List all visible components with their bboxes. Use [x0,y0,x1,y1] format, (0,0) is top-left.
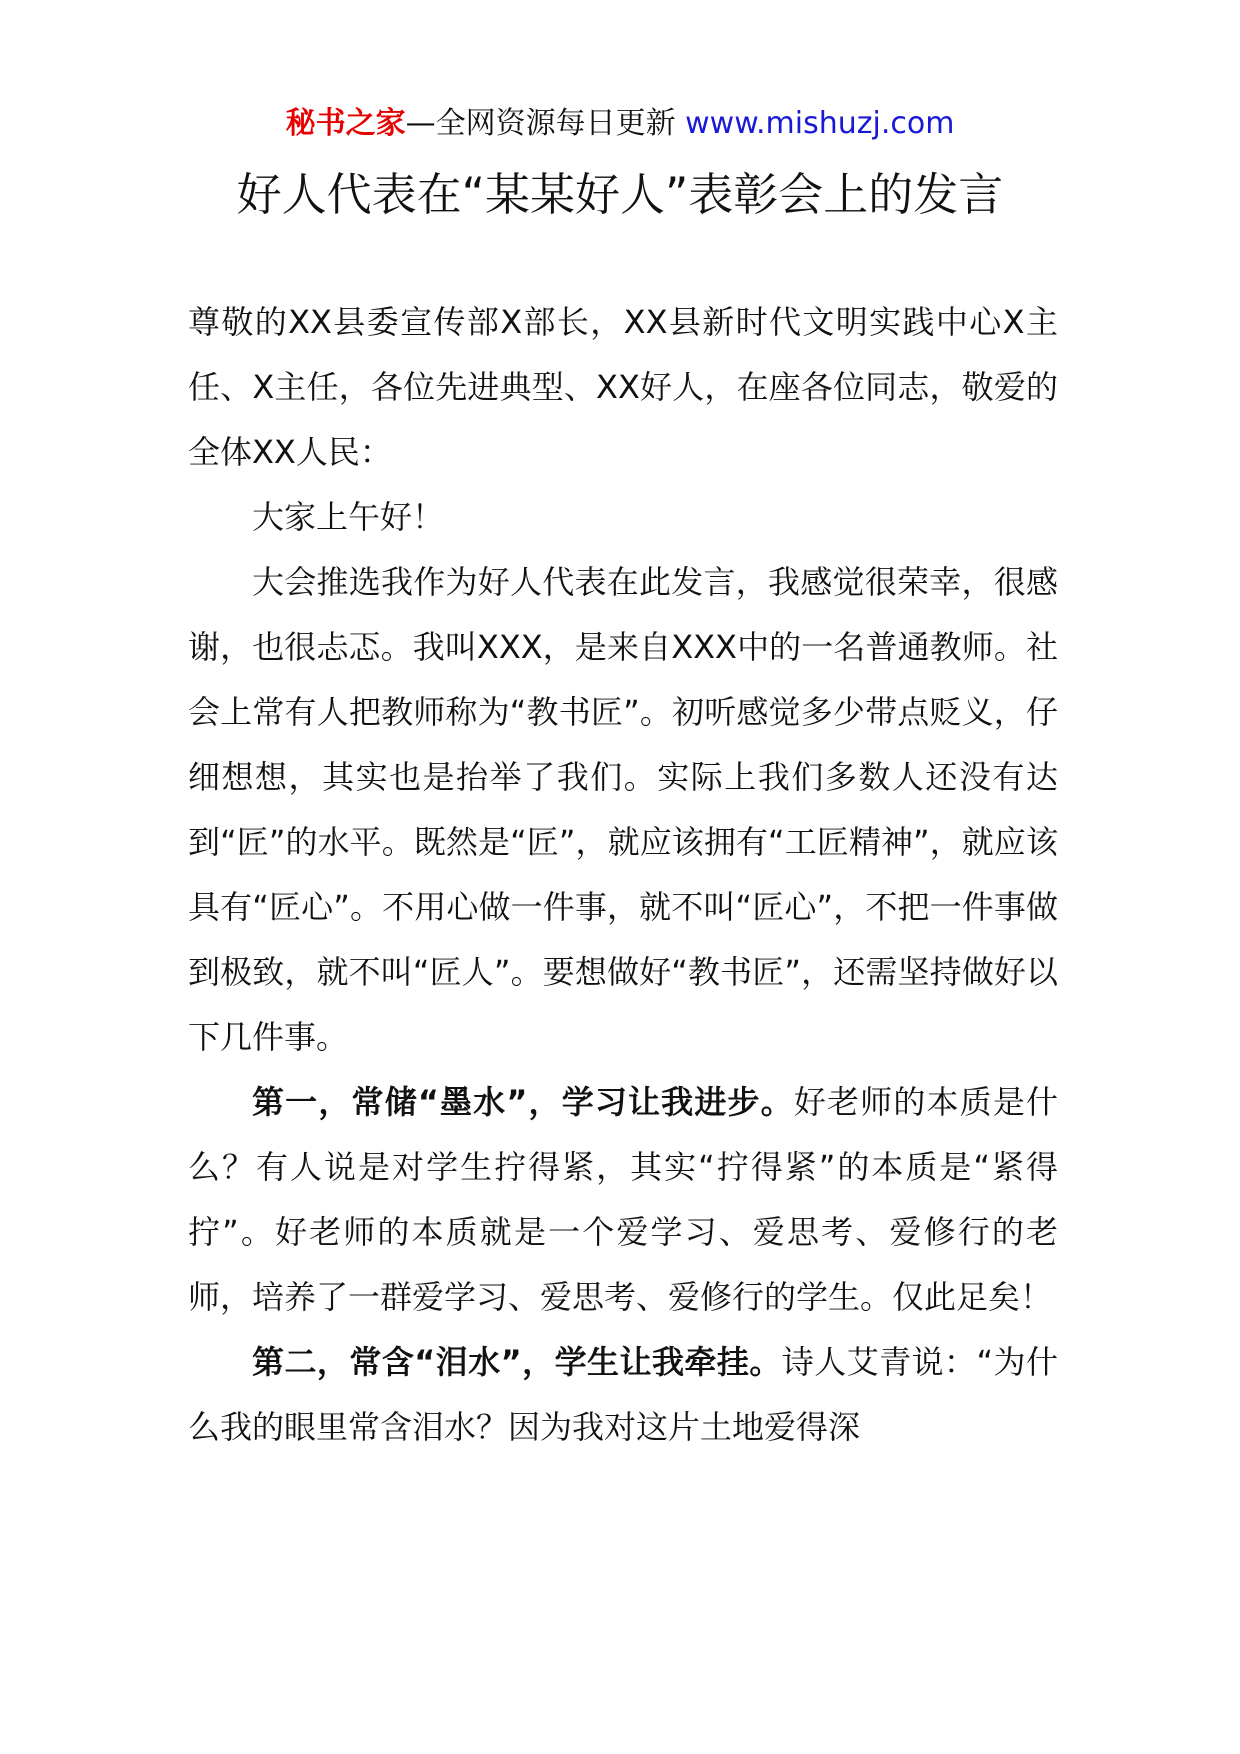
point-two-text: 诗人艾青说：“为什么我的眼里常含泪水？因为我对这片土地爱得深 [188,1343,1058,1446]
greeting-paragraph: 大家上午好！ [252,498,445,536]
point-one-text: 好老师的本质是什么？有人说是对学生拧得紧，其实“拧得紧”的本质是“紧得拧”。好老师的本质就是一个爱学习、爱思考、爱修行的老师，培养了一群爱学习、爱思考、爱修行的学生。仅此足矣！ [188,1083,1058,1316]
point-two-paragraph [188,1330,1058,1460]
point-two-heading: 第二，常含“泪水”，学生让我牵挂。 [252,1343,782,1381]
document-body [188,290,1058,1460]
point-one-heading: 第一，常储“墨水”，学习让我进步。 [252,1083,794,1121]
salutation-paragraph: 尊敬的XX县委宣传部X部长，XX县新时代文明实践中心X主任、X主任，各位先进典型、XX好人，在座各位同志，敬爱的全体XX人民： [188,303,1058,471]
site-url-link[interactable]: www.mishuzj.com [685,106,955,141]
point-one-paragraph [188,1070,1058,1330]
document-title: 好人代表在“某某好人”表彰会上的发言 [236,168,1004,221]
site-header [0,102,1240,146]
site-brand: 秘书之家 [285,106,406,141]
site-slogan: —全网资源每日更新 [405,106,686,141]
intro-paragraph: 大会推选我作为好人代表在此发言，我感觉很荣幸，很感谢，也很忐忑。我叫XXX，是来自XXX中的一名普通教师。社会上常有人把教师称为“教书匠”。初听感觉多少带点贬义，仔细想想，其实也是抬举了我们。实际上我们多数人还没有达到“匠”的水平。既然是“匠”，就应该拥有“工匠精神”，就应该具有“匠心”。不用心做一件事，就不叫“匠心”，不把一件事做到极致，就不叫“匠人”。要想做好“教书匠”，还需坚持做好以下几件事。 [188,563,1058,1056]
